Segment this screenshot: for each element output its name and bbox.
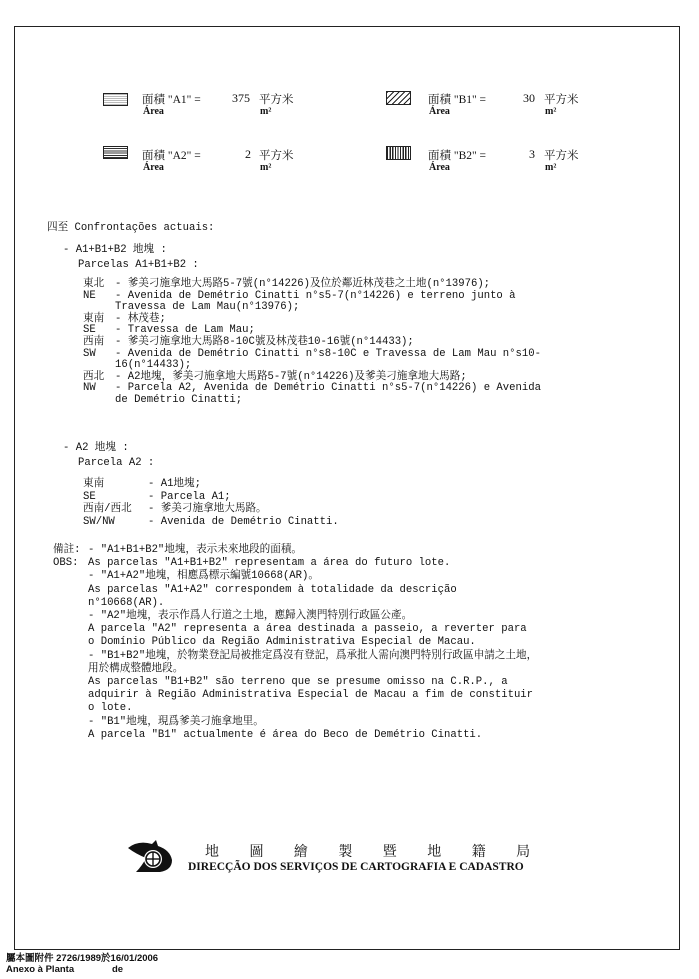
- group2-line-text: - A1地塊;: [148, 478, 201, 490]
- group1-line-text: - Travessa de Lam Mau;: [115, 324, 255, 337]
- note-line: n°10668(AR).: [88, 596, 165, 609]
- group1-line-text: - Parcela A2, Avenida de Demétrio Cinatti n°s5-7(n°14226) e Avenida: [115, 382, 541, 395]
- legend-swatch-b1: [386, 91, 411, 105]
- group1-line-text: - 林茂巷;: [115, 312, 166, 325]
- group2-line-text: - 爹美刁施拿地大馬路。: [148, 503, 267, 516]
- group1-line-text: - 爹美刁施拿地大馬路5-7號(n°14226)及位於鄰近林茂巷之土地(n°13976);: [115, 278, 491, 290]
- group1-line-direction: 東南: [83, 312, 105, 325]
- note-line: - "B1+B2"地塊，於物業登記局被推定爲沒有登記，爲承批人需向澳門特別行政區申請之土地，: [88, 649, 538, 662]
- note-line: 用於構成整體地段。: [88, 662, 184, 675]
- group1-line-text: - Avenida de Demétrio Cinatti n°s5-7(n°14226) e terreno junto à: [115, 289, 516, 302]
- group1-line-direction: 西南: [83, 336, 105, 348]
- group2-line-text: - Parcela A1;: [148, 490, 231, 503]
- group1-line-direction: NE: [83, 289, 96, 302]
- legend-value-b1: 30: [523, 91, 535, 105]
- legend-value-a2: 2: [245, 147, 251, 161]
- group1-line-direction: 東北: [83, 278, 105, 290]
- legend-swatch-a2: [103, 146, 128, 159]
- group1-line-text: - 爹美刁施拿地大馬路8-10C號及林茂巷10-16號(n°14433);: [115, 336, 414, 348]
- note-line: A parcela "B1" actualmente é área do Beco de Demétrio Cinatti.: [88, 728, 483, 741]
- group1-line-text: Travessa de Lam Mau(n°13976);: [115, 301, 300, 314]
- annex-stamp-line1: 屬本圖附件 2726/1989於16/01/2006: [6, 953, 159, 964]
- legend-unit-cn-a2: 平方米: [259, 150, 294, 162]
- group1-line-text: 16(n°14433);: [115, 359, 192, 372]
- group2-title-pt: Parcela A2 :: [78, 457, 155, 469]
- group1-title-pt: Parcelas A1+B1+B2 :: [78, 259, 199, 271]
- group2-line-text: - Avenida de Demétrio Cinatti.: [148, 515, 339, 528]
- legend-unit-a2: m²: [260, 162, 272, 173]
- agency-logo-icon: [126, 838, 176, 876]
- legend-swatch-a1: [103, 93, 128, 106]
- legend-unit-b2: m²: [545, 162, 557, 173]
- annex-stamp-line2a: Anexo à Planta: [6, 964, 75, 975]
- page-frame: [14, 26, 680, 950]
- group1-line-direction: NW: [83, 382, 96, 395]
- legend-sublabel-a1: Área: [143, 106, 164, 117]
- legend-unit-b1: m²: [545, 106, 557, 117]
- group2-line-direction: SW/NW: [83, 515, 115, 528]
- group1-line-text: de Demétrio Cinatti;: [115, 394, 243, 406]
- note-line: adquirir à Região Administrativa Especial de Macau a fim de constituir: [88, 689, 534, 702]
- legend-label-b1: 面積 "B1" =: [428, 94, 487, 106]
- agency-name-pt: DIRECÇÃO DOS SERVIÇOS DE CARTOGRAFIA E CADASTRO: [188, 861, 524, 873]
- legend-label-a1: 面積 "A1" =: [142, 94, 201, 106]
- group1-line-direction: SE: [83, 324, 96, 337]
- legend-sublabel-b1: Área: [429, 106, 450, 117]
- group1-title-cn: - A1+B1+B2 地塊 :: [63, 244, 167, 256]
- group2-line-direction: 西南/西北: [83, 503, 132, 516]
- note-line: As parcelas "B1+B2" são terreno que se presume omisso na C.R.P., a: [88, 676, 508, 688]
- note-line: - "A2"地塊，表示作爲人行道之土地，應歸入澳門特別行政區公產。: [88, 610, 413, 622]
- group1-line-direction: SW: [83, 347, 96, 360]
- legend-label-a2: 面積 "A2" =: [142, 150, 201, 162]
- note-line: o Domínio Público da Região Administrativa Especial de Macau.: [88, 636, 476, 649]
- note-line: - "B1"地塊，現爲爹美刁施拿地里。: [88, 715, 264, 728]
- legend-label-b2: 面積 "B2" =: [428, 150, 487, 162]
- legend-unit-a1: m²: [260, 106, 272, 117]
- legend-sublabel-a2: Área: [143, 162, 164, 173]
- group1-line-text: - Avenida de Demétrio Cinatti n°s8-10C e Travessa de Lam Mau n°s10-: [115, 347, 541, 360]
- agency-name-cn: 地 圖 繪 製 暨 地 籍 局: [205, 844, 531, 860]
- group1-line-text: - A2地塊，爹美刁施拿地大馬路5-7號(n°14226)及爹美刁施拿地大馬路;: [115, 370, 467, 383]
- group1-line-direction: 西北: [83, 370, 105, 383]
- note-line: As parcelas "A1+B1+B2" representam a área do futuro lote.: [88, 557, 451, 570]
- legend-value-a1: 375: [232, 91, 250, 105]
- group2-line-direction: 東南: [83, 478, 105, 490]
- annex-stamp-line2b: de: [112, 964, 124, 975]
- note-line: As parcelas "A1+A2" correspondem à totalidade da descrição: [88, 583, 457, 596]
- notes-label-cn: 備註:: [53, 544, 81, 556]
- group2-title-cn: - A2 地塊 :: [63, 442, 129, 454]
- legend-sublabel-b2: Área: [429, 162, 450, 173]
- group2-line-direction: SE: [83, 490, 96, 503]
- legend-value-b2: 3: [529, 147, 535, 161]
- notes-label-pt: OBS:: [53, 557, 79, 569]
- legend-unit-cn-a1: 平方米: [259, 94, 294, 106]
- note-line: o lote.: [88, 702, 133, 715]
- legend-swatch-b2: [386, 146, 411, 160]
- legend-unit-cn-b2: 平方米: [544, 150, 579, 162]
- note-line: - "A1+A2"地塊，相應爲標示編號10668(AR)。: [88, 570, 319, 583]
- note-line: - "A1+B1+B2"地塊，表示未來地段的面積。: [88, 544, 303, 556]
- legend-unit-cn-b1: 平方米: [544, 94, 579, 106]
- note-line: A parcela "A2" representa a área destinada a passeio, a reverter para: [88, 623, 527, 636]
- section-heading: 四至 Confrontações actuais:: [47, 222, 215, 234]
